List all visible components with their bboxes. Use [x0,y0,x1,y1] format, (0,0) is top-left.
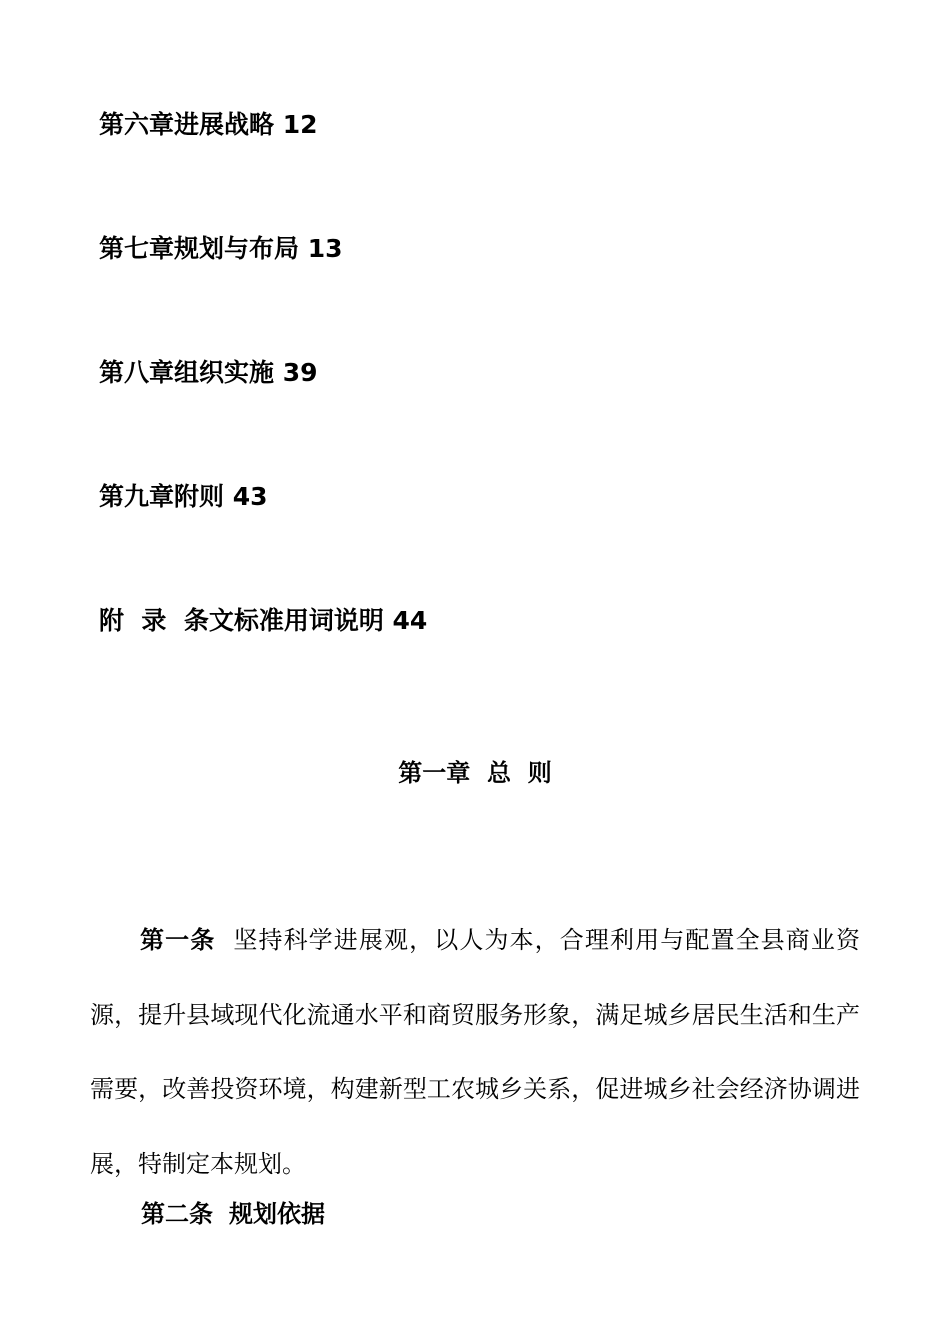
article-1-text: 坚持科学进展观，以人为本，合理利用与配置全县商业资源，提升县域现代化流通水平和商贸服务形象，满足城乡居民生活和生产需要，改善投资环境，构建新型工农城乡关系，促进城乡社会经济协调进展，特制定本规划。 [90,926,861,1178]
toc-item-chapter-6: 第六章进展战略 12 [99,110,318,139]
article-1-label: 第一条 [140,926,216,954]
article-1 [90,903,860,1201]
article-2-label: 第二条 [141,1200,213,1228]
toc-item-chapter-9: 第九章附则 43 [99,482,268,511]
toc-item-chapter-8: 第八章组织实施 39 [99,358,318,387]
toc-item-appendix: 附 录 条文标准用词说明 44 [99,606,428,635]
chapter-title: 第一章 总 则 [398,759,552,787]
article-2 [141,1198,325,1230]
toc-item-chapter-7: 第七章规划与布局 13 [99,234,343,263]
article-2-text: 规划依据 [229,1200,325,1228]
